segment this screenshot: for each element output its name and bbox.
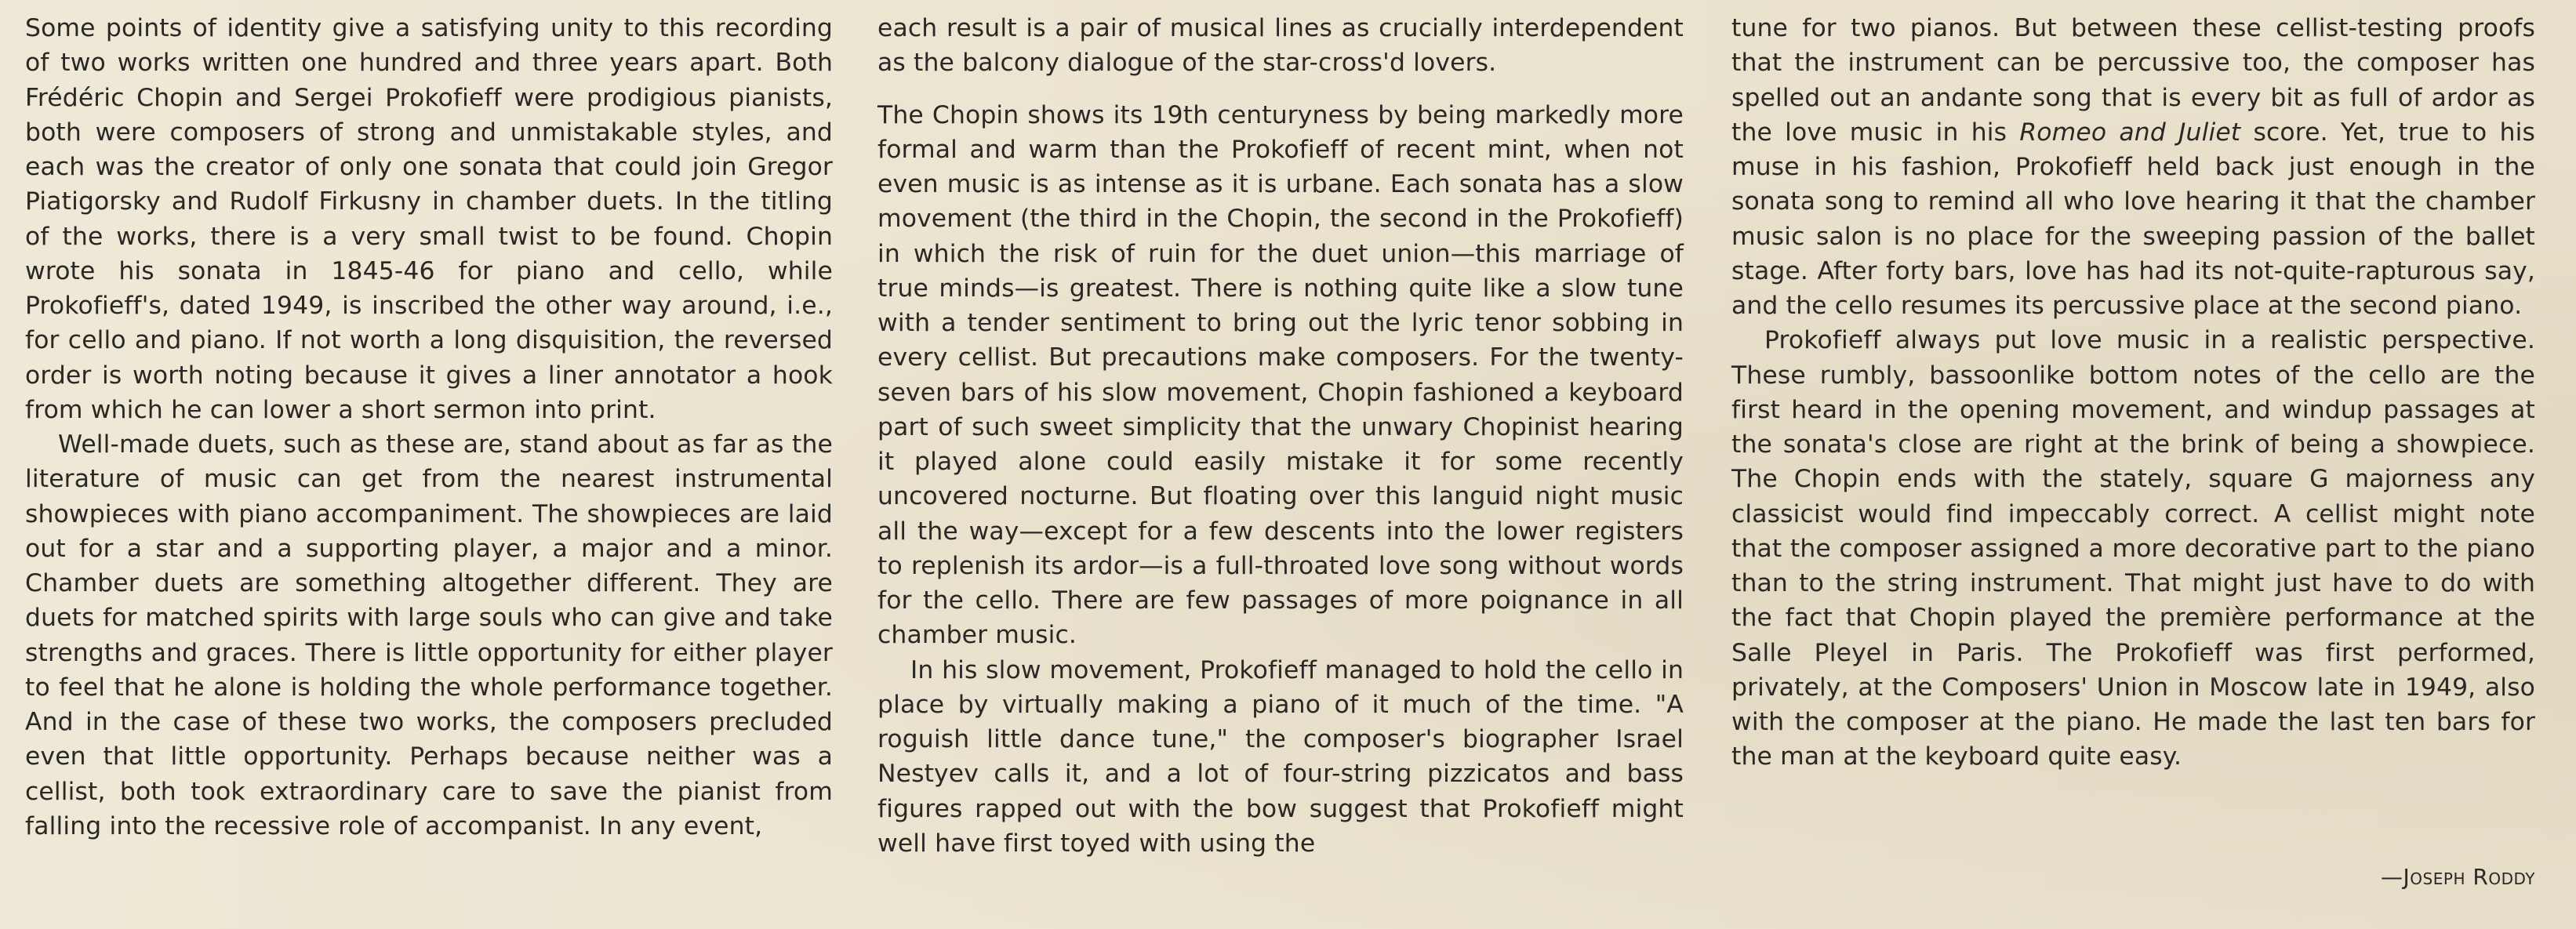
- byline: [2381, 864, 2535, 890]
- paragraph: each result is a pair of musical lines as crucially interdependent as the balcony dialogue of the star-cross'd lovers.: [877, 14, 1684, 78]
- column-2: [877, 11, 1684, 861]
- paragraph-text: tune for two pianos. But between these cellist-testing proofs that the instrument can be percussive too, the composer has spelled out an andante song that is every bit as full of ardor as the love music in his: [1731, 14, 2535, 147]
- byline-author: Joseph Roddy: [2403, 864, 2535, 890]
- work-title: Romeo and Juliet: [2019, 118, 2241, 147]
- paragraph: Some points of identity give a satisfying unity to this recording of two works written one hundred and three years apart. Both Frédéric Chopin and Sergei Prokofieff were prodigious pianists, both were composers of strong and unmistakable styles, and each was the creator of only one sonata that could join Gregor Piatigorsky and Rudolf Firkusny in chamber duets. In the titling of the works, there is a very small twist to be found. Chopin wrote his sonata in 1845-46 for piano and cello, while Prokofieff's, dated 1949, is inscribed the other way around, i.e., for cello and piano. If not worth a long disquisition, the reversed order is worth noting because it gives a liner annotator a hook from which he can lower a short sermon into print.: [25, 14, 833, 424]
- byline-dash: —: [2381, 864, 2403, 890]
- paragraph: The Chopin shows its 19th centuryness by being markedly more formal and warm than the Prokofieff of recent mint, when not even music is as intense as it is urbane. Each sonata has a slow movement (the third in the Chopin, the second in the Prokofieff) in which the risk of ruin for the duet union—this marriage of true minds—is greatest. There is nothing quite like a slow tune with a tender sentiment to bring out the lyric tenor sobbing in every cellist. But precautions make composers. For the twenty-seven bars of his slow movement, Chopin fashioned a keyboard part of such sweet simplicity that the unwary Chopinist hearing it played alone could easily mistake it for some recently uncovered nocturne. But floating over this languid night music all the way—except for a few descents into the lower registers to replenish its ardor—is a full-throated love song without words for the cello. There are few passages of more poignance in all chamber music.: [877, 100, 1684, 650]
- column-3: [1731, 11, 2535, 775]
- paragraph: Prokofieff always put love music in a realistic perspective. These rumbly, bassoonlike bottom notes of the cello are the first heard in the opening movement, and windup passages at the sonata's close are right at the brink of being a showpiece. The Chopin ends with the stately, square G majorness any classicist would find impeccably correct. A cellist might note that the composer assigned a more decorative part to the piano than to the string instrument. That might just have to do with the fact that Chopin played the première performance at the Salle Pleyel in Paris. The Prokofieff was first performed, privately, at the Composers' Union in Moscow late in 1949, also with the composer at the piano. He made the last ten bars for the man at the keyboard quite easy.: [1731, 326, 2535, 771]
- paragraph: [1731, 11, 2535, 323]
- paragraph-text: score. Yet, true to his muse in his fashion, Prokofieff held back just enough in the sonata song to remind all who love hearing it that the chamber music salon is no place for the sweeping passion of the ballet stage. After forty bars, love has had its not-quite-rapturous say, and the cello resumes its percussive place at the second piano.: [1731, 118, 2536, 320]
- column-1: [25, 11, 833, 844]
- paragraph: In his slow movement, Prokofieff managed to hold the cello in place by virtually making a piano of it much of the time. "A roguish little dance tune," the composer's biographer Israel Nestyev calls it, and a lot of four-string pizzicatos and bass figures rapped out with the bow suggest that Prokofieff might well have first toyed with using the: [877, 655, 1684, 858]
- paragraph: Well-made duets, such as these are, stand about as far as the literature of music can get from the nearest instrumental showpieces with piano accompaniment. The showpieces are laid out for a star and a supporting player, a major and a minor. Chamber duets are something altogether different. They are duets for matched spirits with large souls who can give and take strengths and graces. There is little opportunity for either player to feel that he alone is holding the whole performance together. And in the case of these two works, the composers precluded even that little opportunity. Perhaps because neither was a cellist, both took extraordinary care to save the pianist from falling into the recessive role of accompanist. In any event,: [25, 430, 833, 840]
